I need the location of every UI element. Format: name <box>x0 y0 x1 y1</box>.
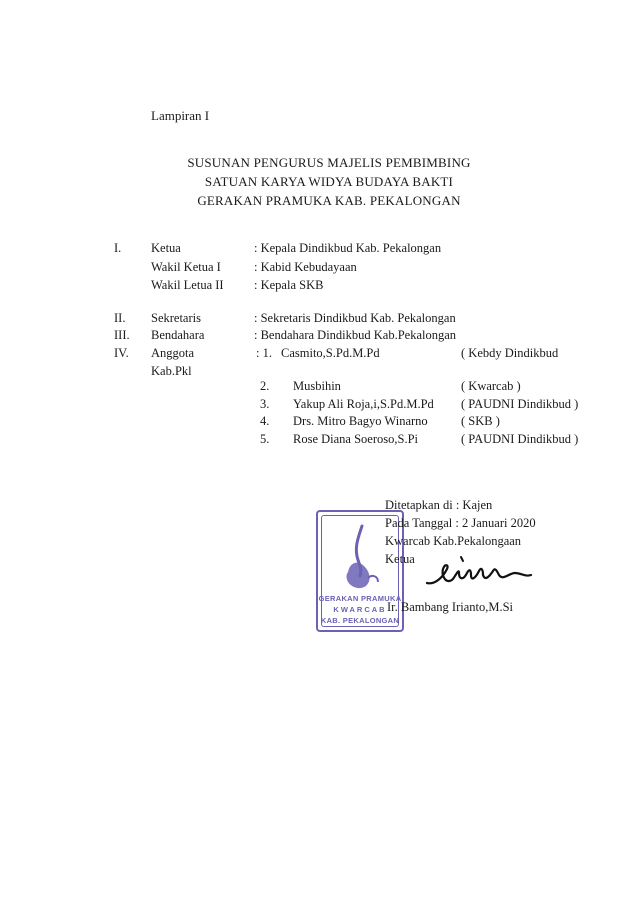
role-value-sekretaris: : Sekretaris Dindikbud Kab. Pekalongan <box>254 311 456 325</box>
member-name: Yakup Ali Roja,i,S.Pd.M.Pd <box>293 397 434 411</box>
section-number-4: IV. <box>114 346 129 360</box>
stamp-text-1: GERAKAN PRAMUKA <box>318 594 402 603</box>
member-name: Drs. Mitro Bagyo Winarno <box>293 414 428 428</box>
member-name: Musbihin <box>293 379 341 393</box>
member-org: ( Kwarcab ) <box>461 379 521 393</box>
title-line-2: SATUAN KARYA WIDYA BUDAYA BAKTI <box>204 174 454 189</box>
member-number: 5. <box>260 432 270 446</box>
role-sekretaris: Sekretaris <box>151 311 201 325</box>
role-value-bendahara: : Bendahara Dindikbud Kab.Pekalongan <box>254 328 457 342</box>
section-number-3: III. <box>114 328 130 342</box>
role-wakil-ketua-2: Wakil Letua II <box>151 278 224 292</box>
member-number: 3. <box>260 397 270 411</box>
title-line-3: GERAKAN PRAMUKA KAB. PEKALONGAN <box>197 193 461 208</box>
member-org: ( Kebdy Dindikbud <box>461 346 559 360</box>
member-name: Casmito,S.Pd.M.Pd <box>281 346 380 360</box>
signature-position: Ketua <box>385 552 415 566</box>
title-line-1: SUSUNAN PENGURUS MAJELIS PEMBIMBING <box>187 155 471 170</box>
role-anggota-sub: Kab.Pkl <box>151 364 192 378</box>
signature-place: Ditetapkan di : Kajen <box>385 498 493 512</box>
role-value-ketua: : Kepala Dindikbud Kab. Pekalongan <box>254 241 442 255</box>
stamp-text-2: KWARCAB <box>333 605 387 614</box>
handwritten-signature <box>425 555 535 591</box>
member-number: 2. <box>260 379 270 393</box>
member-org: ( SKB ) <box>461 414 500 428</box>
member-org: ( PAUDNI Dindikbud ) <box>461 432 579 446</box>
section-number-1: I. <box>114 241 122 255</box>
signature-organization: Kwarcab Kab.Pekalongaan <box>385 534 522 548</box>
scout-emblem-icon <box>332 520 388 598</box>
member-name: Rose Diana Soeroso,S.Pi <box>293 432 418 446</box>
role-value-wakil-ketua-1: : Kabid Kebudayaan <box>254 260 357 274</box>
role-ketua: Ketua <box>151 241 181 255</box>
member-org: ( PAUDNI Dindikbud ) <box>461 397 579 411</box>
attachment-label: Lampiran I <box>151 108 210 123</box>
role-value-wakil-ketua-2: : Kepala SKB <box>254 278 324 292</box>
stamp-text-3: KAB. PEKALONGAN <box>320 616 400 625</box>
signatory-name: Ir. Bambang Irianto,M.Si <box>387 600 514 614</box>
section-number-2: II. <box>114 311 126 325</box>
role-anggota: Anggota <box>151 346 195 360</box>
signature-date: Pada Tanggal : 2 Januari 2020 <box>385 516 536 530</box>
role-bendahara: Bendahara <box>151 328 205 342</box>
member-number: 4. <box>260 414 270 428</box>
member-number: : 1. <box>256 346 272 360</box>
role-wakil-ketua-1: Wakil Ketua I <box>151 260 221 274</box>
